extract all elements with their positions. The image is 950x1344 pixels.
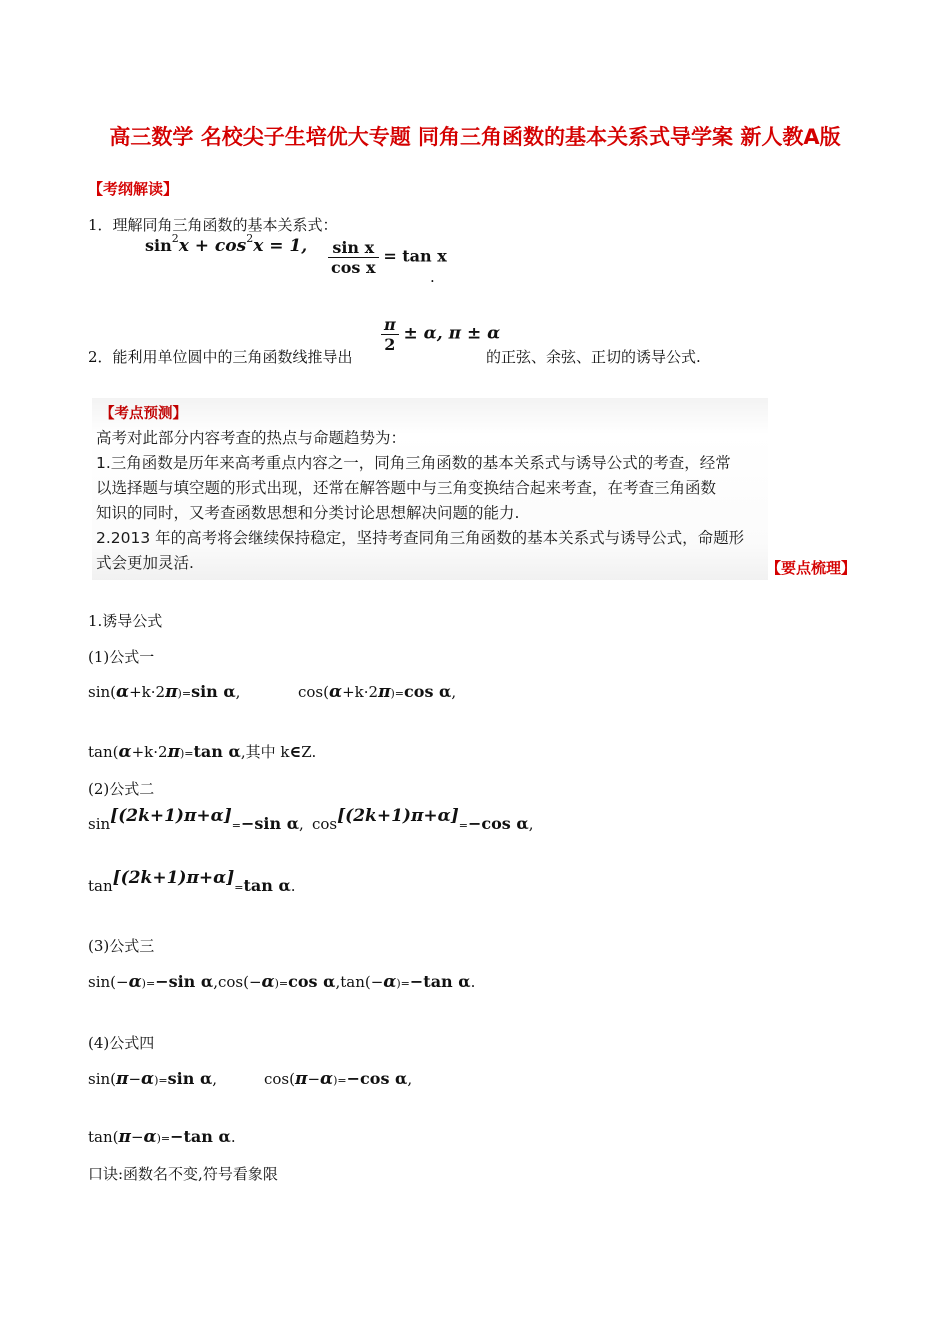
cos-prefix: cos( <box>264 1070 295 1088</box>
formula-2-cos <box>312 806 534 834</box>
minus: − <box>307 1070 321 1088</box>
alpha: α <box>128 972 142 992</box>
exam-outline-tag: 【考纲解读】 <box>88 180 179 198</box>
formula-1-label: (1)公式一 <box>88 648 155 666</box>
pi: π <box>378 682 391 702</box>
pi: π <box>165 682 178 702</box>
cos-prefix: ,cos(− <box>213 973 262 991</box>
eq: )= <box>177 687 192 700</box>
formula-4-label: (4)公式四 <box>88 1034 155 1052</box>
alpha: α <box>141 1069 155 1089</box>
prediction-tag: 【考点预测】 <box>100 406 187 422</box>
pi: π <box>167 742 181 762</box>
eq: )= <box>390 687 405 700</box>
eq: )= <box>396 977 410 990</box>
eq: )= <box>156 1132 171 1145</box>
argument: [(2k+1)π+α] <box>112 868 235 888</box>
prediction-line-2: 以选择题与填空题的形式出现，还常在解答题中与三角变换结合起来考查，在考查三角函数 <box>96 479 717 497</box>
sin-result: sin α <box>191 682 236 701</box>
alpha: α <box>143 1127 157 1147</box>
tan-result: −tan α <box>170 1127 231 1146</box>
eq: = <box>458 819 468 832</box>
sin-prefix: sin( <box>88 1070 117 1088</box>
alpha: α <box>261 972 275 992</box>
pi-over: π <box>381 315 399 335</box>
period: . <box>230 1128 236 1146</box>
cos-prefix: cos <box>312 815 338 833</box>
comma: , <box>451 683 457 701</box>
minus: − <box>128 1070 142 1088</box>
period: . <box>470 973 476 991</box>
integers: Z. <box>301 743 317 761</box>
tan-identity-formula <box>328 238 447 277</box>
eq: = <box>234 881 244 894</box>
comma: , <box>235 683 241 701</box>
cos-prefix: cos( <box>298 683 329 701</box>
period: . <box>290 877 296 895</box>
eq: )= <box>333 1074 347 1087</box>
pi: π <box>118 1127 131 1147</box>
tan-prefix: tan( <box>88 1128 119 1146</box>
angles-rest: ± α, π ± α <box>403 323 501 344</box>
sin-result: −sin α <box>241 814 300 833</box>
argument: [(2k+1)π+α] <box>110 806 232 826</box>
comma: , <box>212 1070 218 1088</box>
mnemonic: 口诀:函数名不变,符号看象限 <box>88 1165 278 1183</box>
element-of: ∈ <box>289 742 302 761</box>
outline-item-2-prefix: 2．能利用单位圆中的三角函数线推导出 <box>88 348 353 366</box>
eq: )= <box>274 977 289 990</box>
formula-rhs: x = 1, <box>253 236 308 256</box>
prediction-block <box>92 398 768 580</box>
cos-result: −cos α <box>346 1069 408 1088</box>
formula-3-row <box>88 972 475 992</box>
cos-result: −cos α <box>467 814 529 833</box>
prediction-line-0: 高考对此部分内容考查的热点与命题趋势为： <box>96 429 407 447</box>
identity-formula <box>145 232 308 256</box>
k-term: +k·2 <box>129 683 166 701</box>
eq: )= <box>141 977 156 990</box>
sin-result: sin α <box>167 1069 213 1088</box>
minus: − <box>130 1128 144 1146</box>
formula-2-sin <box>88 806 304 834</box>
sin-result: −sin α <box>155 972 214 991</box>
tan-prefix: tan( <box>88 743 119 761</box>
tan-prefix: tan <box>88 877 113 895</box>
comma: , <box>528 815 534 833</box>
comma: , <box>407 1070 413 1088</box>
eq: )= <box>180 747 194 760</box>
tan-prefix: ,tan(− <box>335 973 384 991</box>
formula-sin: sin <box>145 236 172 255</box>
formula-1-cos <box>298 682 456 702</box>
tan-result: −tan α <box>409 972 471 991</box>
formula-mid: x + cos <box>178 236 247 256</box>
formula-sup2: 2 <box>246 232 254 245</box>
key-points-tag: 【要点梳理】 <box>766 559 857 577</box>
prediction-line-1: 1.三角函数是历年来高考重点内容之一，同角三角函数的基本关系式与诱导公式的考查，经常 <box>96 454 731 472</box>
formula-1-tan <box>88 741 316 762</box>
sin-prefix: sin <box>88 815 111 833</box>
alpha: α <box>116 682 130 702</box>
document-title: 高三数学 名校尖子生培优大专题 同角三角函数的基本关系式导学案 新人教A版 <box>109 125 841 149</box>
formula-4-tan <box>88 1127 236 1147</box>
k-term: +k·2 <box>342 683 379 701</box>
pi: π <box>294 1069 308 1089</box>
frac-numerator: sin x <box>328 238 379 258</box>
alpha: α <box>383 972 397 992</box>
formula-2-label: (2)公式二 <box>88 780 155 798</box>
prediction-line-3: 知识的同时，又考查函数思想和分类讨论思想解决问题的能力. <box>96 504 520 522</box>
frac-denominator: cos x <box>331 258 376 277</box>
formula-1-sin <box>88 682 240 702</box>
tan-note: ,其中 k <box>240 743 290 761</box>
eq: )= <box>154 1074 168 1087</box>
formula-4-sin <box>88 1069 217 1089</box>
formula-sup: 2 <box>171 232 179 245</box>
frac-rhs: = tan x <box>383 246 447 266</box>
outline-item-1: 1．理解同角三角函数的基本关系式： <box>88 216 338 234</box>
outline-item-2-suffix: 的正弦、余弦、正切的诱导公式. <box>486 348 701 366</box>
formulas-heading: 1.诱导公式 <box>88 612 163 630</box>
formula-2-tan <box>88 868 296 896</box>
argument: [(2k+1)π+α] <box>337 806 459 826</box>
tan-result: tan α <box>193 742 241 761</box>
formula-3-label: (3)公式三 <box>88 937 155 955</box>
prediction-line-4: 2.2013 年的高考将会继续保持稳定，坚持考查同角三角函数的基本关系式与诱导公式，命题形 <box>96 529 745 547</box>
formula-dot: . <box>430 268 435 286</box>
reduction-angles-formula <box>381 315 500 354</box>
eq: = <box>231 819 241 832</box>
tan-result: tan α <box>243 876 291 895</box>
cos-result: cos α <box>288 972 336 991</box>
sin-prefix: sin(− <box>88 973 129 991</box>
two-den: 2 <box>384 335 396 354</box>
formula-4-cos <box>264 1069 412 1089</box>
sin-prefix: sin( <box>88 683 117 701</box>
pi: π <box>116 1069 129 1089</box>
k-term: +k·2 <box>131 743 168 761</box>
alpha: α <box>118 742 132 762</box>
alpha: α <box>328 682 343 702</box>
comma: , <box>299 815 304 833</box>
prediction-line-5: 式会更加灵活. <box>96 554 194 572</box>
cos-result: cos α <box>404 682 452 701</box>
alpha: α <box>320 1069 334 1089</box>
